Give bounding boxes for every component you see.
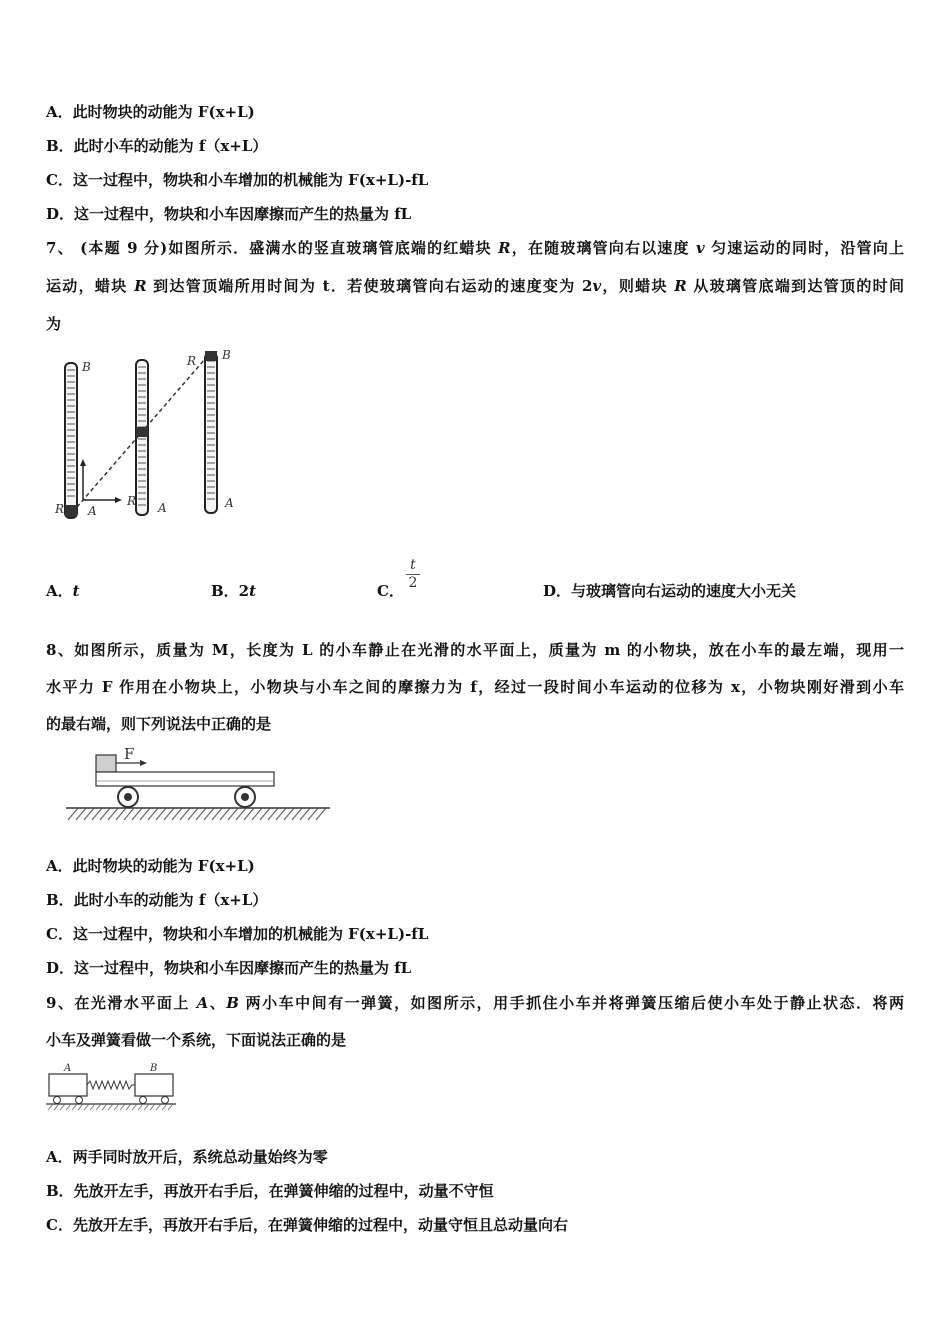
fraction-numerator: t (410, 557, 416, 573)
tube3-label-B: B (222, 348, 231, 362)
cart-A-wheel-right (76, 1097, 83, 1104)
q7-option-d: D．与玻璃管向右运动的速度大小无关 (543, 582, 797, 600)
q9-option-a: A．两手同时放开后，系统总动量始终为零 (46, 1148, 328, 1166)
q6-option-d: D．这一过程中，物块和小车因摩擦而产生的热量为 fL (46, 205, 412, 223)
wax-block-3 (205, 351, 217, 361)
q6-option-b: B．此时小车的动能为 f（x+L） (46, 137, 268, 155)
q7-stem-line3: 为 (46, 315, 62, 333)
cart-A (49, 1074, 87, 1096)
cart-A-label: A (64, 1063, 72, 1074)
cart-B-wheel-right (162, 1097, 169, 1104)
tube3-label-A: A (225, 496, 234, 510)
q7-option-b: B．2t (211, 582, 257, 600)
q6-option-a: A．此时物块的动能为 F(x+L) (46, 103, 255, 121)
q7-stem-line2: 运动，蜡块 R 到达管顶端所用时间为 t．若使玻璃管向右运动的速度变为 2v，则蜡块 R 从玻璃管底端到达管顶的时间 (46, 277, 904, 295)
q7-tube-figure (50, 345, 250, 530)
cart-A-wheel-left (54, 1097, 61, 1104)
cart-B-wheel-left (140, 1097, 147, 1104)
q6-option-c: C．这一过程中，物块和小车增加的机械能为 F(x+L)-fL (46, 171, 429, 189)
q7-option-c-fraction (406, 557, 420, 591)
q8-cart-figure (62, 745, 337, 827)
tube3-label-R: R (187, 354, 197, 368)
tube1-label-A: A (88, 504, 97, 518)
q8-stem-line3: 的最右端，则下列说法中正确的是 (46, 715, 272, 733)
q8-option-c: C．这一过程中，物块和小车增加的机械能为 F(x+L)-fL (46, 925, 429, 943)
q8-stem-line1: 8、如图所示，质量为 M，长度为 L 的小车静止在光滑的水平面上，质量为 m 的小物块，放在小车的最左端，现用一 (46, 641, 904, 659)
q7-option-c-label: C． (377, 582, 404, 600)
q9-option-b: B．先放开左手，再放开右手后，在弹簧伸缩的过程中，动量不守恒 (46, 1182, 494, 1200)
q8-stem-line2: 水平力 F 作用在小物块上，小物块与小车之间的摩擦力为 f，经过一段时间小车运动的位移为 x，小物块刚好滑到小车 (46, 678, 904, 696)
tube-1 (65, 363, 77, 518)
q7-option-a: A．t (46, 582, 80, 600)
q9-stem-line2: 小车及弹簧看做一个系统，下面说法正确的是 (46, 1031, 347, 1049)
force-label-F: F (124, 745, 135, 763)
tube1-label-B: B (82, 360, 91, 374)
q8-option-a: A．此时物块的动能为 F(x+L) (46, 857, 255, 875)
tube1-label-R: R (55, 502, 65, 516)
cart-B (135, 1074, 173, 1096)
spring (87, 1081, 135, 1089)
small-block (96, 755, 116, 772)
q7-stem-line1: 7、 (本题 9 分)如图所示．盛满水的竖直玻璃管底端的红蜡块 R，在随玻璃管向右以速度 v 匀速运动的同时，沿管向上 (46, 239, 904, 257)
q9-stem-line1: 9、在光滑水平面上 A、B 两小车中间有一弹簧，如图所示，用手抓住小车并将弹簧压缩后使小车处于静止状态．将两 (46, 994, 904, 1012)
cart-B-label: B (150, 1063, 158, 1074)
q8-option-d: D．这一过程中，物块和小车因摩擦而产生的热量为 fL (46, 959, 412, 977)
cart-body (96, 772, 274, 786)
q9-spring-figure (44, 1060, 179, 1112)
wax-block-1 (65, 505, 77, 517)
fraction-denominator: 2 (408, 575, 418, 591)
tube2-label-A: A (158, 501, 167, 515)
q9-option-c: C．先放开左手，再放开右手后，在弹簧伸缩的过程中，动量守恒且总动量向右 (46, 1216, 568, 1234)
q8-option-b: B．此时小车的动能为 f（x+L） (46, 891, 268, 909)
tube2-label-R: R (127, 494, 137, 508)
